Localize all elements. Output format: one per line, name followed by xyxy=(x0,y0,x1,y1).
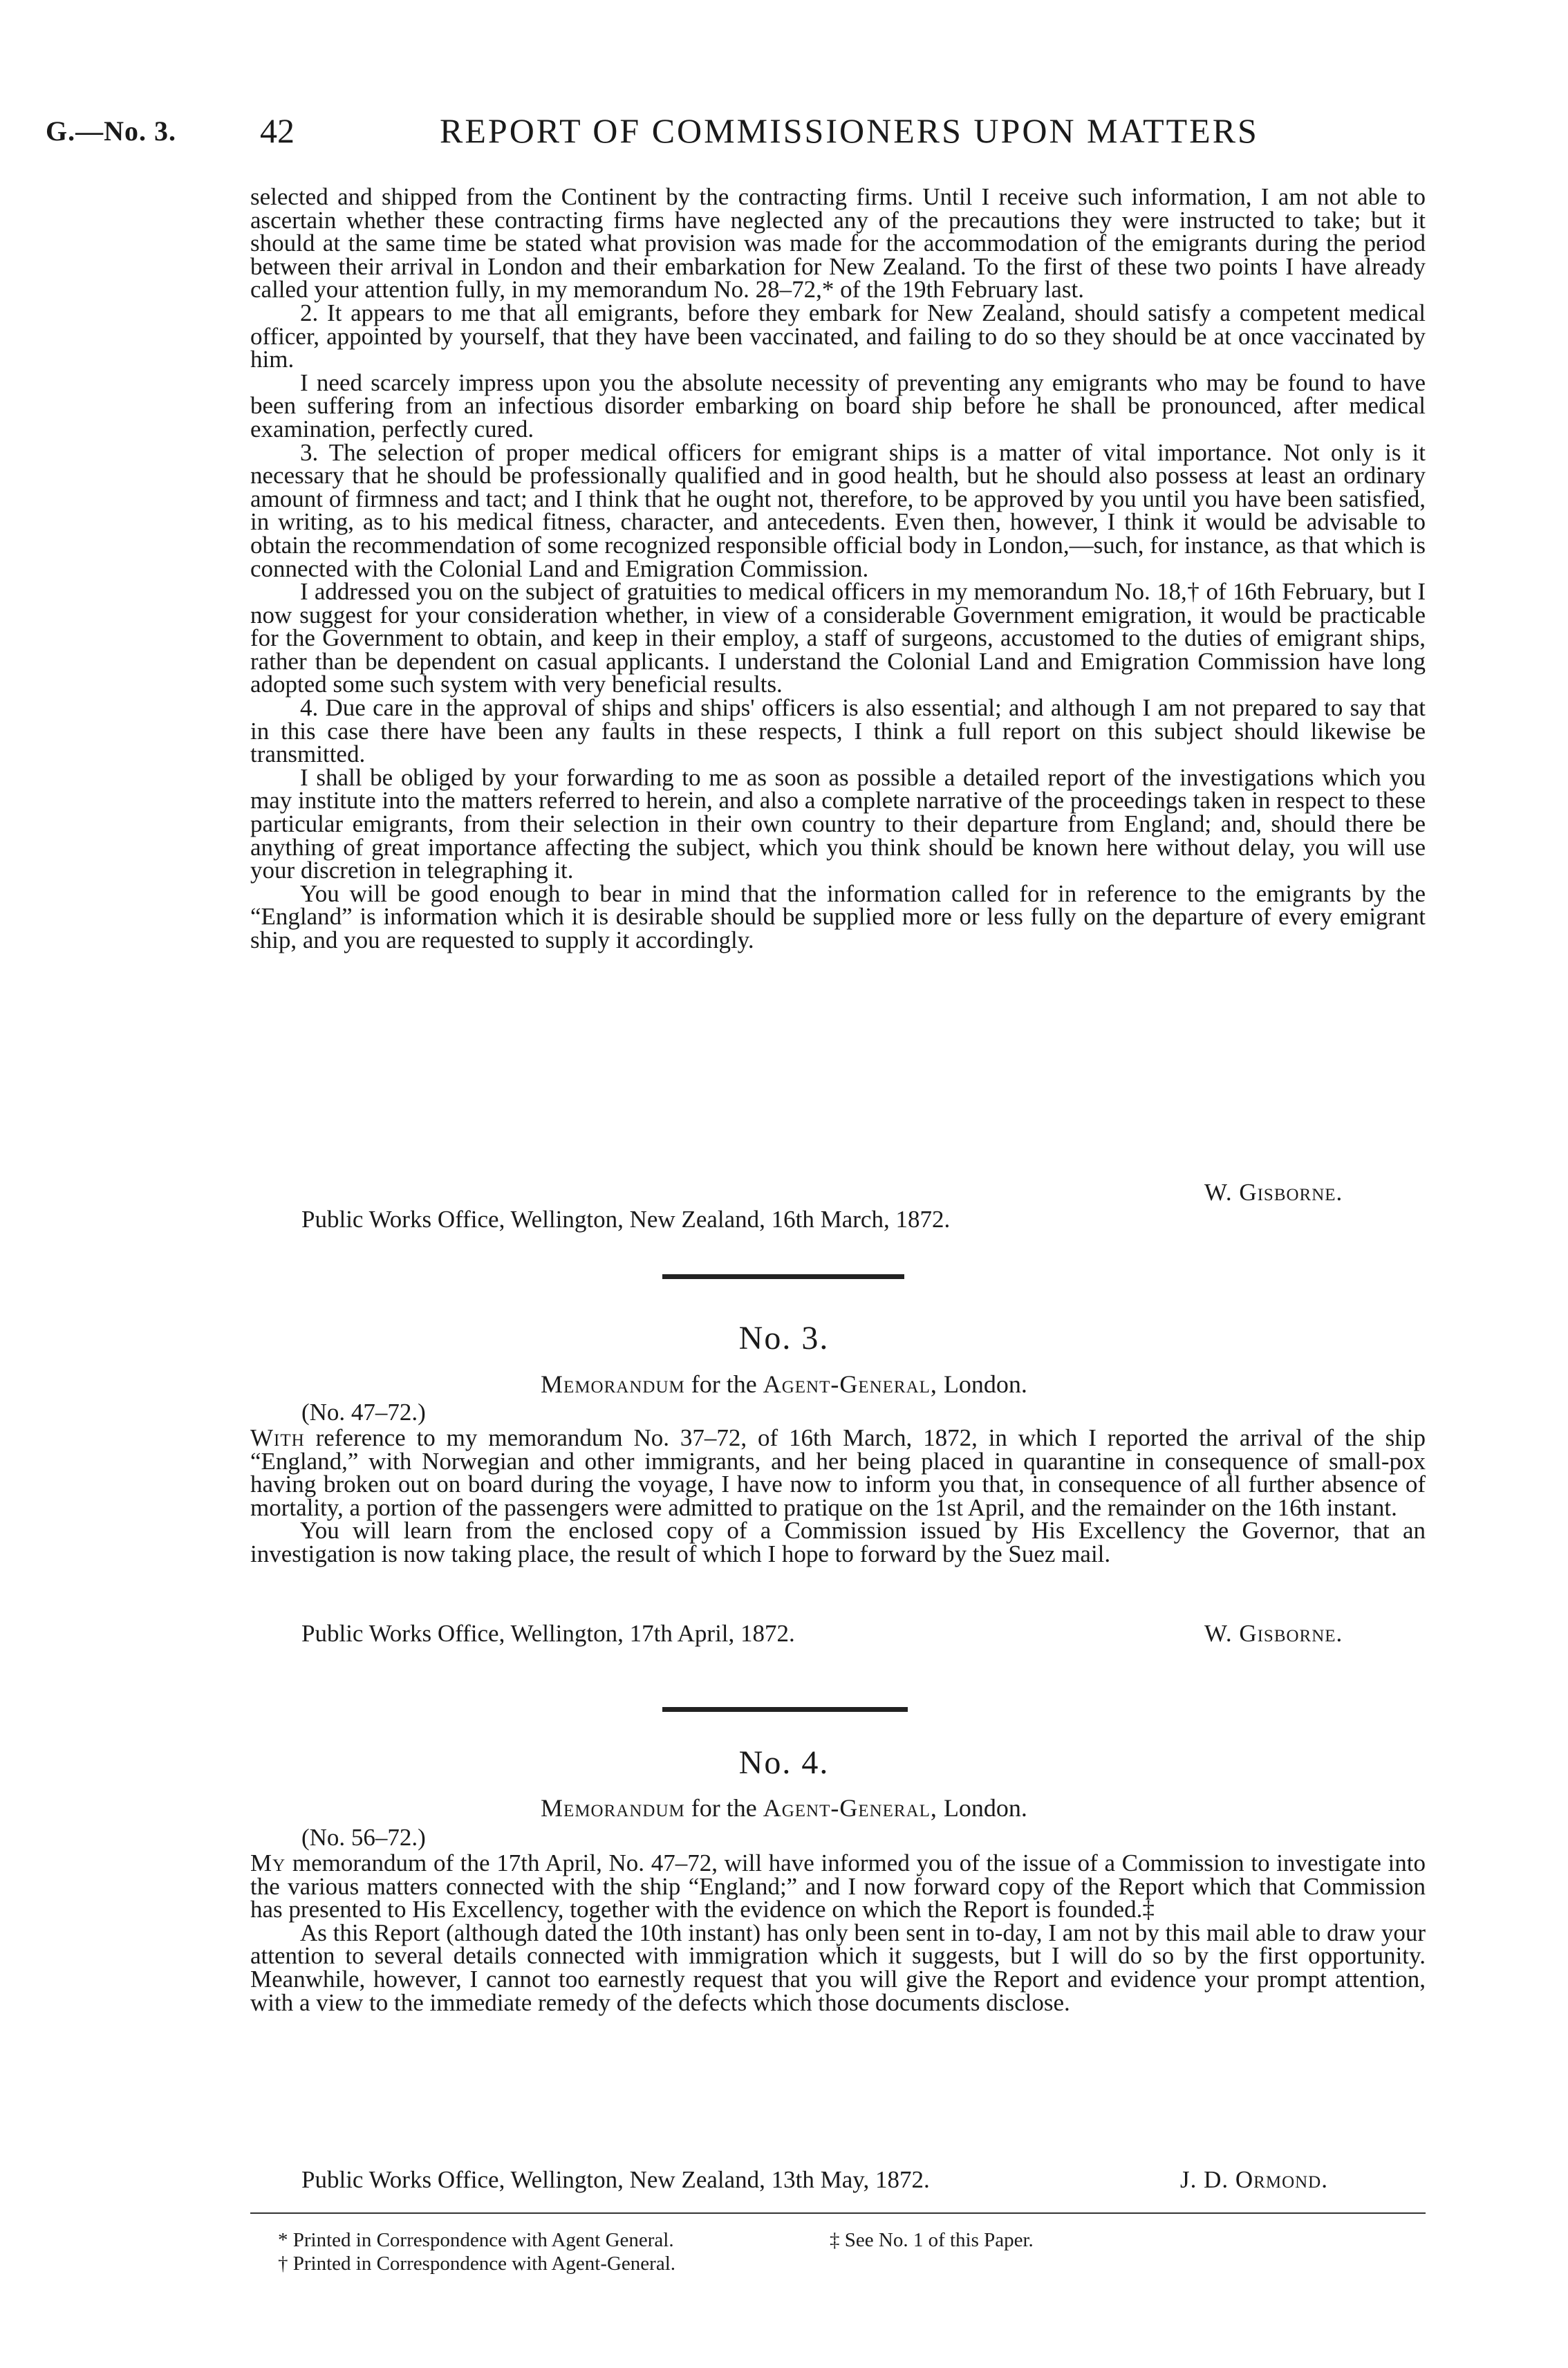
signature: J. D. Ormond. xyxy=(1180,2166,1328,2193)
memo-line xyxy=(0,1370,1568,1399)
memo-prefix: Memorandum xyxy=(541,1370,685,1398)
section-3-body xyxy=(250,1849,1426,2016)
first-word: My xyxy=(250,1849,286,1876)
paragraph xyxy=(250,1426,1426,1519)
place-date: Public Works Office, Wellington, 17th April, 1872. xyxy=(301,1620,795,1647)
footnote: * Printed in Correspondence with Agent General. xyxy=(278,2229,674,2251)
footnote: † Printed in Correspondence with Agent-General. xyxy=(278,2253,676,2275)
memo-city: London. xyxy=(943,1370,1027,1398)
place-date: Public Works Office, Wellington, New Zealand, 16th March, 1872. xyxy=(301,1206,951,1233)
memo-recipient: Agent-General, xyxy=(763,1794,937,1822)
section-2-body xyxy=(250,1426,1426,1566)
footnote: ‡ See No. 1 of this Paper. xyxy=(830,2229,1034,2251)
memo-reference-number: (No. 47–72.) xyxy=(301,1399,426,1426)
paper-reference: G.—No. 3. xyxy=(46,115,176,147)
memo-prefix: Memorandum xyxy=(541,1794,685,1822)
section-heading: No. 4. xyxy=(738,1744,830,1781)
place-date: Public Works Office, Wellington, New Zealand, 13th May, 1872. xyxy=(301,2166,930,2193)
paragraph: 4. Due care in the approval of ships and ships' officers is also essential; and although I am not prepared to say that in this case there have been any faults in these respects, I think a full report on this subject should likewise be transmitted. xyxy=(250,694,1426,768)
paragraph: You will learn from the enclosed copy of a Commission issued by His Excellency the Governor, that an investigation is now taking place, the result of which I hope to forward by the Suez mail. xyxy=(250,1517,1426,1567)
signature: W. Gisborne. xyxy=(1204,1620,1343,1647)
memo-reference-number: (No. 56–72.) xyxy=(301,1824,426,1851)
paragraph: As this Report (although dated the 10th instant) has only been sent in to-day, I am not by this mail able to draw your attention to several details connected with immigration which it suggests, but I will do so by the first opportunity. Meanwhile, however, I cannot too earnestly request that you will give the Report and evidence your prompt attention, with a view to the immediate remedy of the defects which those documents disclose. xyxy=(250,1919,1426,2016)
memo-recipient: Agent-General, xyxy=(763,1370,937,1398)
running-title: REPORT OF COMMISSIONERS UPON MATTERS xyxy=(440,111,1259,150)
first-word: With xyxy=(250,1424,305,1451)
paragraph-text: memorandum of the 17th April, No. 47–72, will have informed you of the issue of a Commission to investigate into the various matters connected with the ship “England;” and I now forward copy of the Report which that Commission has presented to His Excellency, together with the evidence on which the Report is founded.‡ xyxy=(250,1849,1426,1923)
paragraph: 2. It appears to me that all emigrants, before they embark for New Zealand, should satisfy a competent medical officer, appointed by yourself, that they have been vaccinated, and failing to do so they should be at once vaccinated by him. xyxy=(250,299,1426,373)
memo-line xyxy=(0,1793,1568,1822)
section-divider xyxy=(662,1274,904,1279)
footnote-rule xyxy=(250,2212,1426,2214)
section-divider xyxy=(662,1707,908,1712)
memo-for: for the xyxy=(691,1794,757,1822)
paragraph xyxy=(250,1849,1426,1923)
signature: W. Gisborne. xyxy=(1204,1179,1343,1206)
paragraph-text: reference to my memorandum No. 37–72, of 16th March, 1872, in which I reported the arrival of the ship “England,” with Norwegian and other immigrants, and her being placed in quarantine in consequence of small-pox having broken out on board during the voyage, I have now to inform you that, in consequence of all further absence of mortality, a portion of the passengers were admitted to pratique on the 1st April, and the remainder on the 16th instant. xyxy=(250,1424,1426,1521)
memo-city: London. xyxy=(943,1794,1027,1822)
section-1-body xyxy=(250,185,1426,952)
paragraph: I addressed you on the subject of gratuities to medical officers in my memorandum No. 18,† of 16th February, but I now suggest for your consideration whether, in view of a considerable Government emigration, it would be practicable for the Government to obtain, and keep in their employ, a staff of surgeons, accustomed to the duties of emigrant ships, rather than be dependent on casual applicants. I understand the Colonial Land and Emigration Commission have long adopted some such system with very beneficial results. xyxy=(250,578,1426,698)
paragraph: selected and shipped from the Continent by the contracting firms. Until I receive such information, I am not able to ascertain whether these contracting firms have neglected any of the precautions they were instructed to take; but it should at the same time be stated what provision was made for the accommodation of the emigrants during the period between their arrival in London and their embarkation for New Zealand. To the first of these two points I have already called your attention fully, in my memorandum No. 28–72,* of the 19th February last. xyxy=(250,183,1426,304)
section-heading: No. 3. xyxy=(738,1320,830,1357)
memo-for: for the xyxy=(691,1370,757,1398)
paragraph: You will be good enough to bear in mind that the information called for in reference to the emigrants by the “England” is information which it is desirable should be supplied more or less fully on the departure of every emigrant ship, and you are requested to supply it accordingly. xyxy=(250,879,1426,953)
paragraph: I need scarcely impress upon you the absolute necessity of preventing any emigrants who may be found to have been suffering from an infectious disorder embarking on board ship before he shall be pronounced, after medical examination, perfectly cured. xyxy=(250,369,1426,442)
page-number: 42 xyxy=(260,111,295,150)
paragraph: 3. The selection of proper medical officers for emigrant ships is a matter of vital importance. Not only is it necessary that he should be professionally qualified and in good health, but he should also possess at least an ordinary amount of firmness and tact; and I think that he ought not, therefore, to be approved by you until you have been satisfied, in writing, as to his medical fitness, character, and antecedents. Even then, however, I think it would be advisable to obtain the recommendation of some recognized responsible official body in London,—such, for instance, as that which is connected with the Colonial Land and Emigration Commission. xyxy=(250,438,1426,582)
paragraph: I shall be obliged by your forwarding to me as soon as possible a detailed report of the investigations which you may institute into the matters referred to herein, and also a complete narrative of the proceedings taken in respect to these particular emigrants, from their selection in their own country to their departure from England; and, should there be anything of great importance affecting the subject, which you think should be known here without delay, you will use your discretion in telegraphing it. xyxy=(250,763,1426,884)
